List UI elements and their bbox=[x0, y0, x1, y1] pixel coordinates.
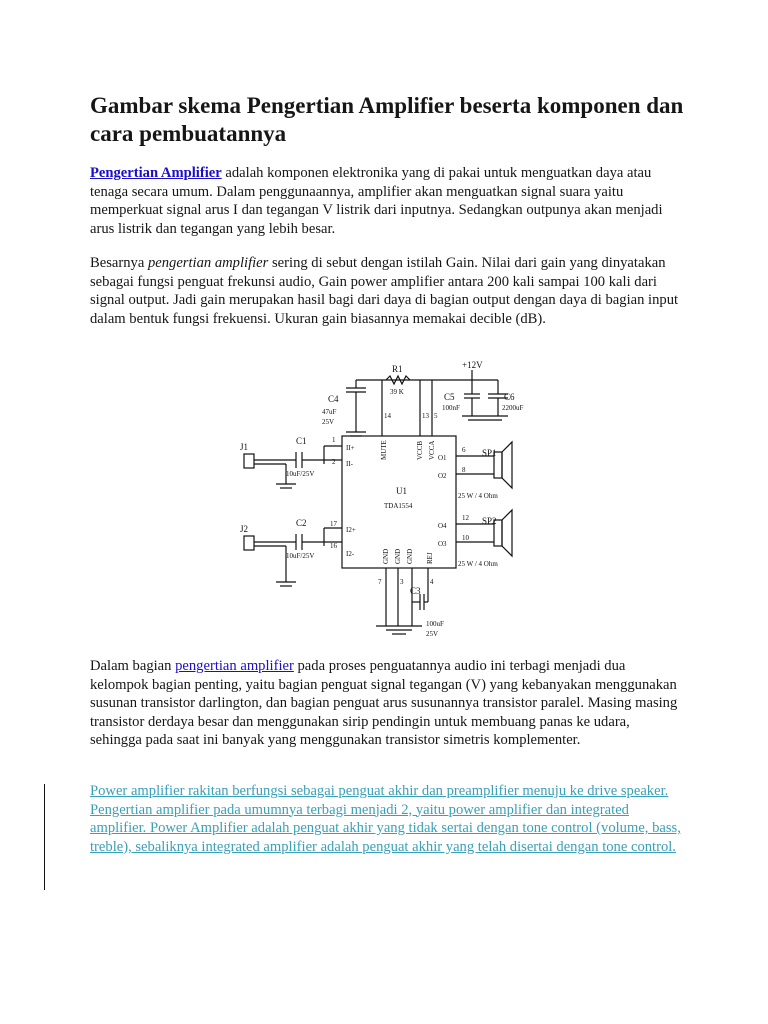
paragraph-intro bbox=[90, 164, 685, 238]
c3-label: C3 bbox=[410, 586, 421, 596]
sp2-label: SP2 bbox=[482, 516, 497, 526]
pin-number-7: 7 bbox=[378, 578, 382, 586]
pin-ii-plus: II+ bbox=[346, 444, 355, 452]
pin-i2-plus: I2+ bbox=[346, 526, 356, 534]
paragraph-power-amplifier-link[interactable]: Power amplifier rakitan berfungsi sebagai penguat akhir dan preamplifier menuju ke drive speaker. Pengertian amplifier pada umumnya terbagi menjadi 2, yaitu power amplifier dan integrated amplifier. Power Amplifier adalah penguat akhir yang tidak sertai dengan tone control (volume, bass, treble), sebaliknya integrated amplifier adalah penguat akhir yang telah disertai dengan tone control. bbox=[90, 783, 681, 855]
pin-number-3: 3 bbox=[400, 578, 404, 586]
c2-label: C2 bbox=[296, 518, 307, 528]
c3-value: 100uF bbox=[426, 620, 444, 628]
paragraph-transistor-pre: Dalam bagian bbox=[90, 658, 176, 674]
paragraph-transistor bbox=[90, 657, 685, 750]
c4-value: 47uF bbox=[322, 408, 337, 416]
pin-number-6: 6 bbox=[462, 446, 466, 454]
pengertian-amplifier-link[interactable]: Pengertian Amplifier bbox=[90, 165, 222, 181]
c6-label: C6 bbox=[504, 392, 515, 402]
c1-value: 10uF/25V bbox=[286, 470, 315, 478]
paragraph-intro-text: adalah komponen elektronika yang di pakai untuk menguatkan daya atau tenaga secara umum. Dalam penggunaannya, amplifier akan menguatkan signal suara yaitu memperkuat signal arus I dan tegangan V listrik dari inputnya. Sedangkan outpunya akan menjadi arus listrik dan tegangan yang lebih besar. bbox=[90, 165, 663, 237]
c6-value: 2200uF bbox=[502, 404, 524, 412]
paragraph-gain-emphasis: pengertian amplifier bbox=[147, 255, 269, 271]
r1-label: R1 bbox=[392, 364, 403, 374]
paragraph-gain-text: sering di sebut dengan istilah Gain. Nilai dari gain yang dinyatakan sebagai fungsi penguat frekunsi audio, Gain power amplifier antara 200 kali sampai 100 kali dari signal output. Jadi gain merupakan hasil bagi dari daya di bagian output dengan daya di bagian input dalam bentuk fungsi frekuensi. Ukuran gain biasannya memakai decible (dB). bbox=[90, 255, 679, 327]
pin-o1: O1 bbox=[438, 454, 447, 462]
c2-value: 10uF/25V bbox=[286, 552, 315, 560]
u1-label: U1 bbox=[396, 486, 407, 496]
c4-label: C4 bbox=[328, 394, 339, 404]
amplifier-schematic bbox=[236, 360, 536, 650]
paragraph-gain-pre: Besarnya bbox=[90, 255, 148, 271]
pin-number-12: 12 bbox=[462, 514, 469, 522]
pengertian-amplifier-inline-link[interactable]: pengertian amplifier bbox=[175, 658, 294, 674]
pin-number-16: 16 bbox=[330, 542, 337, 550]
article-title: Gambar skema Pengertian Amplifier beserta komponen dan cara pembuatannya bbox=[90, 93, 684, 146]
supply-label: +12V bbox=[462, 360, 483, 370]
c3-voltage: 25V bbox=[426, 630, 439, 638]
pin-o4: O4 bbox=[438, 522, 447, 530]
pin-number-4: 4 bbox=[430, 578, 434, 586]
r1-value: 39 K bbox=[390, 388, 404, 396]
j2-label: J2 bbox=[240, 524, 249, 534]
j1-label: J1 bbox=[240, 442, 249, 452]
pin-number-14: 14 bbox=[384, 412, 391, 420]
pin-gnd-c: GND bbox=[406, 548, 414, 564]
pin-mute: MUTE bbox=[380, 440, 388, 460]
c1-label: C1 bbox=[296, 436, 307, 446]
c5-value: 100nF bbox=[442, 404, 460, 412]
pin-rej: REJ bbox=[426, 552, 434, 564]
sp2-rating: 25 W / 4 Ohm bbox=[458, 560, 498, 568]
pin-number-13: 13 bbox=[422, 412, 429, 420]
c4-voltage: 25V bbox=[322, 418, 335, 426]
pin-number-5: 5 bbox=[434, 412, 438, 420]
pin-number-1: 1 bbox=[332, 436, 336, 444]
pin-number-10: 10 bbox=[462, 534, 469, 542]
left-margin-rule bbox=[44, 784, 45, 890]
pin-number-2: 2 bbox=[332, 458, 336, 466]
paragraph-gain bbox=[90, 254, 685, 328]
pin-i2-minus: I2- bbox=[346, 550, 355, 558]
sp1-label: SP1 bbox=[482, 448, 497, 458]
pin-vcca: VCCA bbox=[428, 440, 436, 460]
ic-part-number: TDA1554 bbox=[384, 502, 413, 510]
pin-number-17: 17 bbox=[330, 520, 337, 528]
pin-ii-minus: II- bbox=[346, 460, 353, 468]
paragraph-transistor-text: pada proses penguatannya audio ini terbagi menjadi dua kelompok bagian penting, yaitu bagian penguat signal tegangan (V) yang kebanyakan menggunakan susunan transistor darlington, dan bagian penguat arus susunannya transistor paralel. Masing masing transistor derdaya besar dan menggunakan sirip pendingin untuk membuang panas ke udara, sehingga pada saat ini banyak yang menggunakan transistor simetris komplementer. bbox=[90, 658, 678, 749]
c5-label: C5 bbox=[444, 392, 455, 402]
sp1-rating: 25 W / 4 Ohm bbox=[458, 492, 498, 500]
pin-vccb: VCCB bbox=[416, 440, 424, 460]
pin-gnd-b: GND bbox=[394, 548, 402, 564]
pin-gnd-a: GND bbox=[382, 548, 390, 564]
pin-number-8: 8 bbox=[462, 466, 466, 474]
pin-o2: O2 bbox=[438, 472, 447, 480]
pin-o3: O3 bbox=[438, 540, 447, 548]
